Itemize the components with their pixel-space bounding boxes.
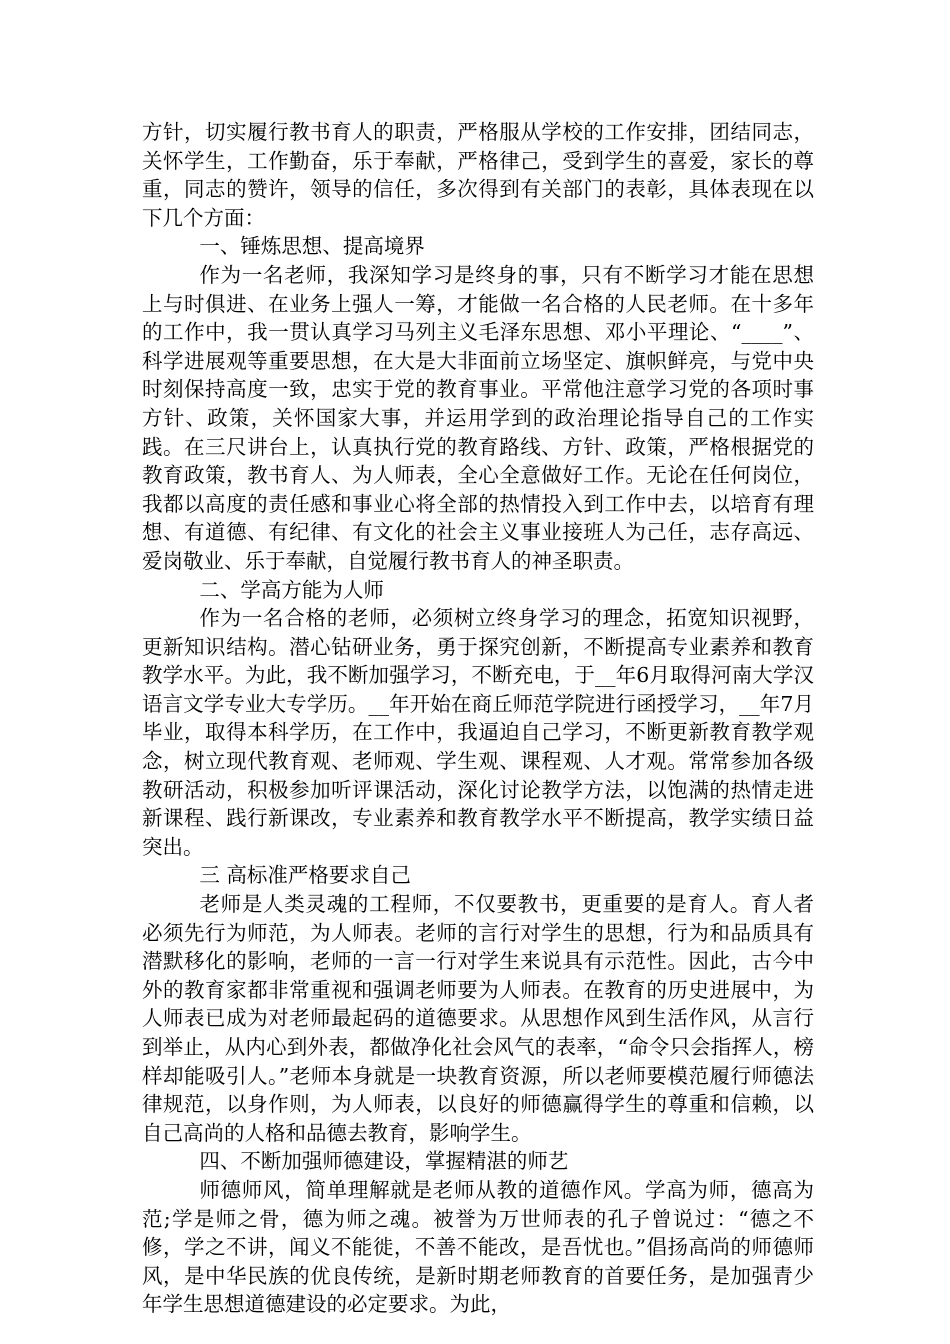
section-heading-4: 四、不断加强师德建设，掌握精湛的师艺 (199, 1149, 569, 1174)
section-heading-1: 一、锤炼思想、提高境界 (199, 234, 425, 259)
paragraph-section-3: 老师是人类灵魂的工程师，不仅要教书，更重要的是育人。育人者必须先行为师范，为人师表。老师的言行对学生的思想，行为和品质具有潜默移化的影响，老师的一言一行对学生来说具有示范性。因此，古今中外的教育家都非常重视和强调老师要为人师表。在教育的历史进展中，为人师表已成为对老师最起码的道德要求。从思想作风到生活作风，从言行到举止，从内心到外表，都做净化社会风气的表率，“命令只会指挥人，榜样却能吸引人。”老师本身就是一块教育资源，所以老师要模范履行师德法律规范，以身作则，为人师表，以良好的师德赢得学生的尊重和信赖，以自己高尚的人格和品德去教育，影响学生。 (142, 892, 814, 1145)
paragraph-section-4: 师德师风，简单理解就是老师从教的道德作风。学高为师，德高为范;学是师之骨，德为师之魂。被誉为万世师表的孔子曾说过：“德之不修，学之不讲，闻义不能徙，不善不能改，是吾忧也。”倡扬高尚的师德师风，是中华民族的优良传统，是新时期老师教育的首要任务，是加强青少年学生思想道德建设的必定要求。为此， (142, 1177, 814, 1317)
section-heading-3: 三 高标准严格要求自己 (199, 863, 411, 888)
paragraph-section-2: 作为一名合格的老师，必须树立终身学习的理念，拓宽知识视野，更新知识结构。潜心钻研业务，勇于探究创新，不断提高专业素养和教育教学水平。为此，我不断加强学习，不断充电，于__年6月取得河南大学汉语言文学专业大专学历。__年开始在商丘师范学院进行函授学习，__年7月毕业，取得本科学历，在工作中，我逼迫自己学习，不断更新教育教学观念，树立现代教育观、老师观、学生观、课程观、人才观。常常参加各级教研活动，积极参加听评课活动，深化讨论教学方法，以饱满的热情走进新课程、践行新课改，专业素养和教育教学水平不断提高，教学实绩日益突出。 (142, 606, 814, 859)
paragraph-section-1: 作为一名老师，我深知学习是终身的事，只有不断学习才能在思想上与时俱进、在业务上强人一筹，才能做一名合格的人民老师。在十多年的工作中，我一贯认真学习马列主义毛泽东思想、邓小平理论、“____”、科学进展观等重要思想，在大是大非面前立场坚定、旗帜鲜亮，与党中央时刻保持高度一致，忠实于党的教育事业。平常他注意学习党的各项时事方针、政策，关怀国家大事，并运用学到的政治理论指导自己的工作实践。在三尺讲台上，认真执行党的教育路线、方针、政策，严格根据党的教育政策，教书育人、为人师表，全心全意做好工作。无论在任何岗位，我都以高度的责任感和事业心将全部的热情投入到工作中去，以培育有理想、有道德、有纪律、有文化的社会主义事业接班人为己任，志存高远、爱岗敬业、乐于奉献，自觉履行教书育人的神圣职责。 (142, 262, 814, 573)
section-heading-2: 二、学高方能为人师 (199, 577, 384, 602)
document-body (142, 118, 814, 1319)
paragraph-intro: 方针，切实履行教书育人的职责，严格服从学校的工作安排，团结同志，关怀学生，工作勤奋，乐于奉献，严格律己，受到学生的喜爱，家长的尊重，同志的赞许，领导的信任，多次得到有关部门的表彰，具体表现在以下几个方面： (142, 120, 814, 230)
